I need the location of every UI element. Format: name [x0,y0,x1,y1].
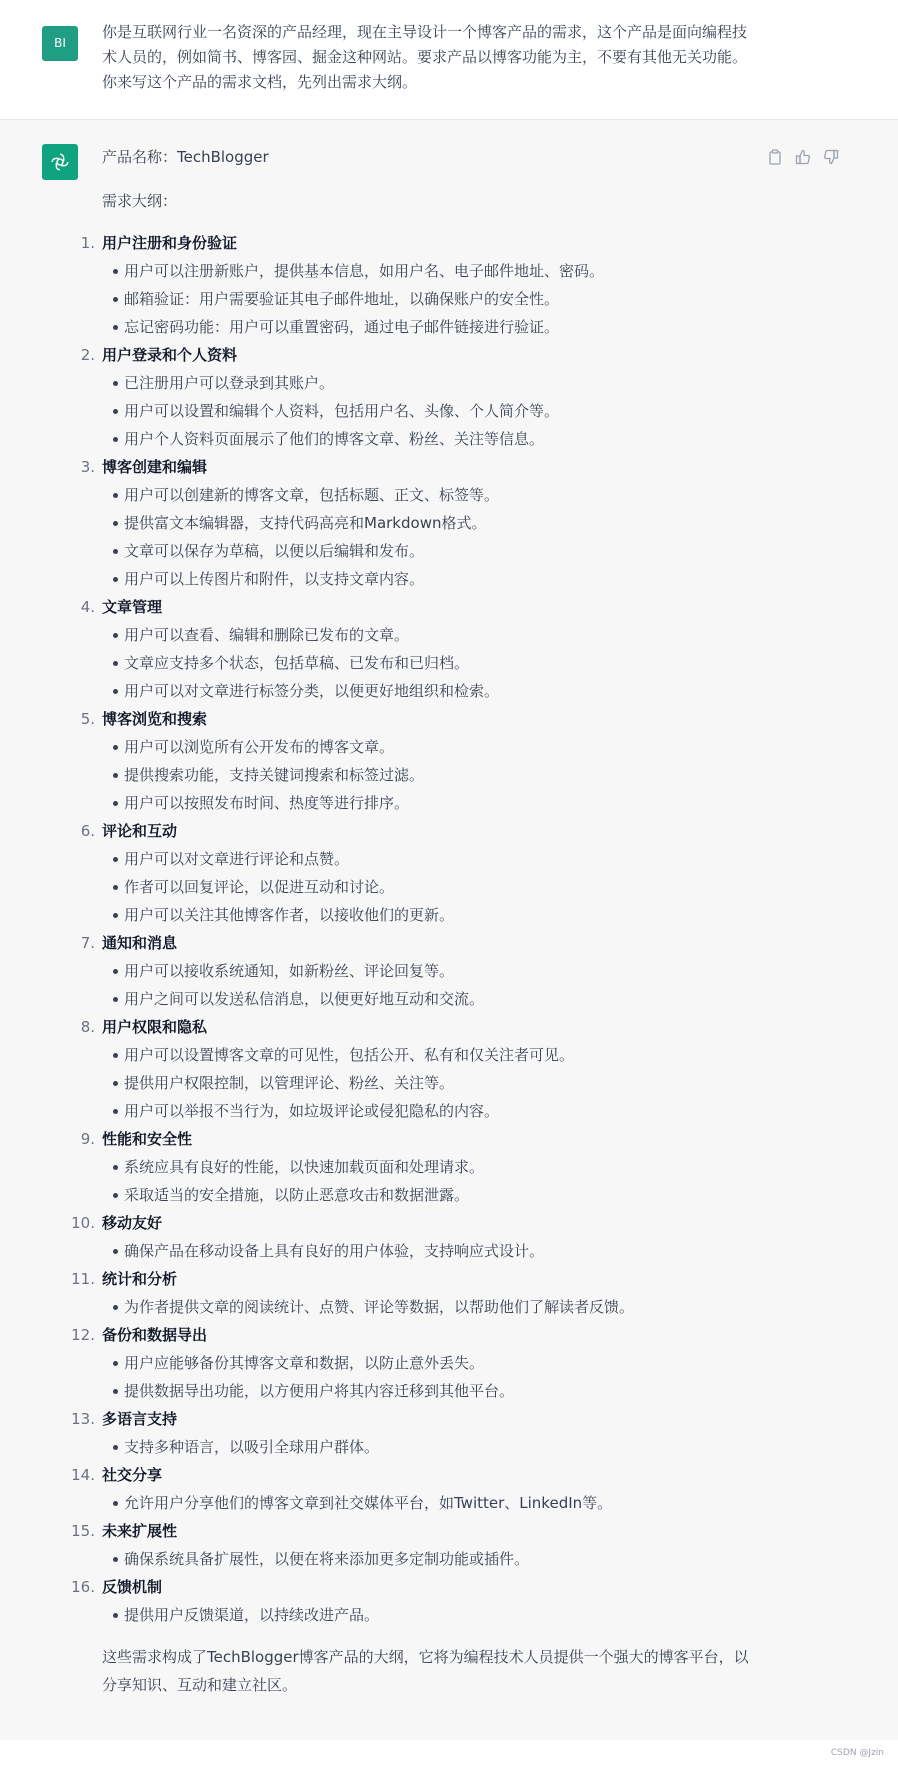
requirement-section [80,817,762,929]
section-title: 反馈机制 [102,1578,163,1596]
assistant-message-content [71,145,762,1699]
list-item: 用户可以创建新的博客文章，包括标题、正文、标签等。 [102,481,762,509]
requirement-section [71,1517,762,1573]
user-message-text: 你是互联网行业一名资深的产品经理，现在主导设计一个博客产品的需求，这个产品是面向编程技术人员的，例如简书、博客园、掘金这种网站。要求产品以博客功能为主，不要有其他无关功能。你来写这个产品的需求文档，先列出需求大纲。 [102,23,748,91]
requirement-section [71,1321,762,1405]
list-item: 为作者提供文章的阅读统计、点赞、评论等数据，以帮助他们了解读者反馈。 [102,1293,762,1321]
section-bullets [102,1349,762,1405]
section-title: 备份和数据导出 [102,1326,208,1344]
section-number: 13. [71,1410,95,1428]
list-item: 用户可以按照发布时间、热度等进行排序。 [102,789,762,817]
section-number: 5. [80,710,95,728]
requirement-section [80,929,762,1013]
list-item: 作者可以回复评论，以促进互动和讨论。 [102,873,762,901]
section-number: 7. [80,934,95,952]
list-item: 采取适当的安全措施，以防止恶意攻击和数据泄露。 [102,1181,762,1209]
section-title: 文章管理 [102,598,163,616]
section-number: 14. [71,1466,95,1484]
list-item: 邮箱验证：用户需要验证其电子邮件地址，以确保账户的安全性。 [102,285,762,313]
section-title: 社交分享 [102,1466,163,1484]
list-item: 用户可以注册新账户，提供基本信息，如用户名、电子邮件地址、密码。 [102,257,762,285]
section-title: 移动友好 [102,1214,163,1232]
assistant-message-row [0,120,898,1740]
section-bullets [102,1489,762,1517]
section-bullets [102,1601,762,1629]
section-title: 博客浏览和搜索 [102,710,208,728]
section-bullets [102,257,762,341]
section-number: 16. [71,1578,95,1596]
section-title: 多语言支持 [102,1410,178,1428]
user-message-row [0,0,898,120]
section-number: 15. [71,1522,95,1540]
list-item: 确保产品在移动设备上具有良好的用户体验，支持响应式设计。 [102,1237,762,1265]
section-bullets [102,481,762,593]
section-number: 9. [80,1130,95,1148]
list-item: 用户可以关注其他博客作者，以接收他们的更新。 [102,901,762,929]
section-title: 用户权限和隐私 [102,1018,208,1036]
list-item: 允许用户分享他们的博客文章到社交媒体平台，如Twitter、LinkedIn等。 [102,1489,762,1517]
section-number: 8. [80,1018,95,1036]
list-item: 用户应能够备份其博客文章和数据，以防止意外丢失。 [102,1349,762,1377]
requirement-section [80,1013,762,1125]
section-title: 统计和分析 [102,1270,178,1288]
section-bullets [102,1153,762,1209]
section-number: 10. [71,1214,95,1232]
list-item: 用户可以接收系统通知，如新粉丝、评论回复等。 [102,957,762,985]
section-title: 用户注册和身份验证 [102,234,238,252]
list-item: 确保系统具备扩展性，以便在将来添加更多定制功能或插件。 [102,1545,762,1573]
list-item: 用户可以设置博客文章的可见性，包括公开、私有和仅关注者可见。 [102,1041,762,1069]
outline-label: 需求大纲： [102,192,178,210]
requirement-section [80,453,762,593]
requirement-section [71,1265,762,1321]
section-bullets [102,1545,762,1573]
list-item: 文章可以保存为草稿，以便以后编辑和发布。 [102,537,762,565]
section-title: 用户登录和个人资料 [102,346,238,364]
section-number: 1. [80,234,95,252]
section-title: 未来扩展性 [102,1522,178,1540]
section-number: 2. [80,346,95,364]
watermark: CSDN @Jzin [830,1748,884,1758]
requirement-section [80,341,762,453]
section-title: 博客创建和编辑 [102,458,208,476]
section-bullets [102,1433,762,1461]
requirement-section [71,1573,762,1629]
section-title: 通知和消息 [102,934,178,952]
list-item: 提供富文本编辑器，支持代码高亮和Markdown格式。 [102,509,762,537]
list-item: 用户可以对文章进行标签分类，以便更好地组织和检索。 [102,677,762,705]
list-item: 用户可以浏览所有公开发布的博客文章。 [102,733,762,761]
list-item: 提供用户权限控制，以管理评论、粉丝、关注等。 [102,1069,762,1097]
list-item: 系统应具有良好的性能，以快速加载页面和处理请求。 [102,1153,762,1181]
section-bullets [102,845,762,929]
list-item: 用户可以举报不当行为，如垃圾评论或侵犯隐私的内容。 [102,1097,762,1125]
section-bullets [102,733,762,817]
list-item: 用户可以查看、编辑和删除已发布的文章。 [102,621,762,649]
list-item: 用户可以设置和编辑个人资料，包括用户名、头像、个人简介等。 [102,397,762,425]
section-bullets [102,369,762,453]
list-item: 已注册用户可以登录到其账户。 [102,369,762,397]
section-number: 12. [71,1326,95,1344]
section-number: 6. [80,822,95,840]
thumbs-up-icon[interactable] [794,148,812,166]
section-bullets [102,1293,762,1321]
list-item: 忘记密码功能：用户可以重置密码，通过电子邮件链接进行验证。 [102,313,762,341]
requirement-section [80,1125,762,1209]
section-bullets [102,1237,762,1265]
copy-icon[interactable] [766,148,784,166]
requirement-section [80,229,762,341]
user-avatar: BI [42,26,78,61]
list-item: 提供数据导出功能，以方便用户将其内容迁移到其他平台。 [102,1377,762,1405]
requirement-section [71,1405,762,1461]
section-title: 评论和互动 [102,822,178,840]
requirements-list [71,229,762,1629]
requirement-section [71,1461,762,1517]
product-name-line: 产品名称：TechBlogger [102,148,269,166]
section-number: 4. [80,598,95,616]
section-title: 性能和安全性 [102,1130,193,1148]
list-item: 用户可以上传图片和附件，以支持文章内容。 [102,565,762,593]
list-item: 提供用户反馈渠道，以持续改进产品。 [102,1601,762,1629]
thumbs-down-icon[interactable] [822,148,840,166]
summary-paragraph: 这些需求构成了TechBlogger博客产品的大纲，它将为编程技术人员提供一个强大的博客平台，以分享知识、互动和建立社区。 [102,1648,749,1694]
section-number: 11. [71,1270,95,1288]
list-item: 用户个人资料页面展示了他们的博客文章、粉丝、关注等信息。 [102,425,762,453]
list-item: 用户可以对文章进行评论和点赞。 [102,845,762,873]
requirement-section [71,1209,762,1265]
openai-logo-icon [42,144,78,180]
section-bullets [102,621,762,705]
list-item: 提供搜索功能，支持关键词搜索和标签过滤。 [102,761,762,789]
section-bullets [102,957,762,1013]
list-item: 文章应支持多个状态，包括草稿、已发布和已归档。 [102,649,762,677]
list-item: 支持多种语言，以吸引全球用户群体。 [102,1433,762,1461]
section-bullets [102,1041,762,1125]
section-number: 3. [80,458,95,476]
list-item: 用户之间可以发送私信消息，以便更好地互动和交流。 [102,985,762,1013]
requirement-section [80,705,762,817]
requirement-section [80,593,762,705]
page-footer [0,1740,898,1765]
message-actions [766,148,840,166]
